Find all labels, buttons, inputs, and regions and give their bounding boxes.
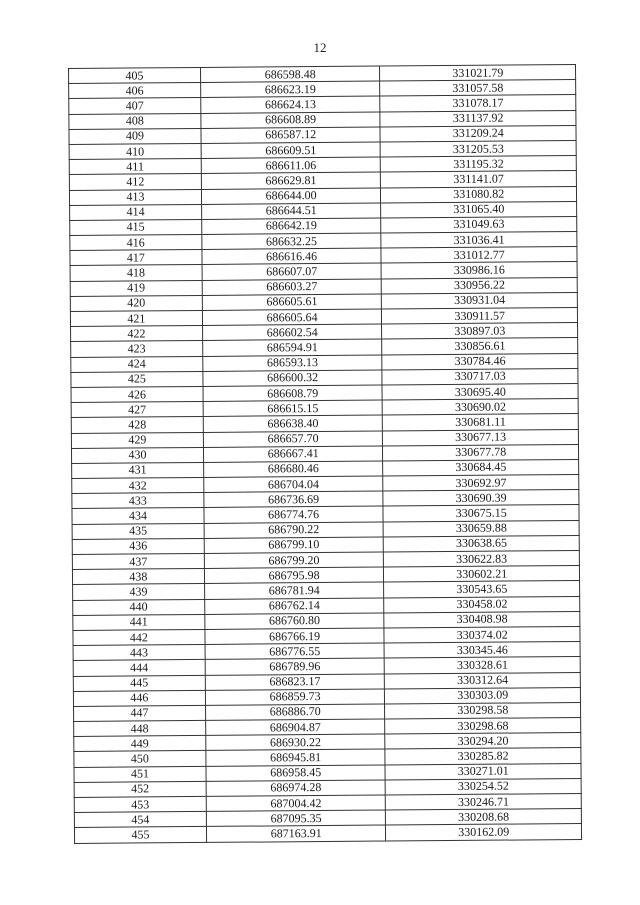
point-number-cell: 418 [70,265,202,281]
x-coordinate-cell: 686600.32 [203,370,383,387]
point-number-cell: 410 [69,143,201,159]
y-coordinate-cell: 330271.01 [385,763,581,780]
point-number-cell: 447 [74,705,206,721]
table-row [74,824,581,843]
x-coordinate-cell: 686607.07 [202,263,382,280]
point-number-cell: 443 [73,645,205,661]
point-number-cell: 407 [69,98,201,114]
x-coordinate-cell: 686736.69 [204,491,384,508]
y-coordinate-cell: 330684.45 [383,459,579,476]
x-coordinate-cell: 686615.15 [203,400,383,417]
y-coordinate-cell: 330208.68 [386,809,582,826]
y-coordinate-cell: 330986.16 [382,262,578,279]
coordinates-table [68,64,582,844]
y-coordinate-cell: 331036.41 [381,232,577,249]
y-coordinate-cell: 331209.24 [380,125,576,142]
point-number-cell: 417 [70,250,202,266]
y-coordinate-cell: 330622.83 [384,550,580,567]
point-number-cell: 440 [73,599,205,615]
x-coordinate-cell: 686629.81 [201,172,381,189]
x-coordinate-cell: 686781.94 [204,582,384,599]
point-number-cell: 438 [72,569,204,585]
x-coordinate-cell: 686609.51 [201,142,381,159]
x-coordinate-cell: 686790.22 [204,522,384,539]
y-coordinate-cell: 331078.17 [380,95,576,112]
y-coordinate-cell: 330162.09 [386,824,582,841]
y-coordinate-cell: 330681.11 [383,414,579,431]
point-number-cell: 422 [71,326,203,342]
y-coordinate-cell: 331195.32 [381,156,577,173]
y-coordinate-cell: 330285.82 [385,748,581,765]
point-number-cell: 427 [71,402,203,418]
x-coordinate-cell: 686605.61 [202,294,382,311]
x-coordinate-cell: 686632.25 [202,233,382,250]
x-coordinate-cell: 686608.79 [203,385,383,402]
y-coordinate-cell: 331021.79 [380,65,576,82]
point-number-cell: 441 [73,614,205,630]
point-number-cell: 408 [69,113,201,129]
y-coordinate-cell: 330931.04 [382,292,578,309]
y-coordinate-cell: 330956.22 [382,277,578,294]
y-coordinate-cell: 331049.63 [381,216,577,233]
x-coordinate-cell: 686776.55 [205,643,385,660]
y-coordinate-cell: 330692.97 [383,475,579,492]
y-coordinate-cell: 331080.82 [381,186,577,203]
point-number-cell: 435 [72,523,204,539]
point-number-cell: 442 [73,629,205,645]
y-coordinate-cell: 330246.71 [386,793,582,810]
x-coordinate-cell: 686594.91 [202,339,382,356]
x-coordinate-cell: 686608.89 [201,112,381,129]
x-coordinate-cell: 686774.76 [204,506,384,523]
y-coordinate-cell: 330298.68 [385,718,581,735]
x-coordinate-cell: 686760.80 [205,613,385,630]
x-coordinate-cell: 686616.46 [202,248,382,265]
point-number-cell: 431 [72,462,204,478]
y-coordinate-cell: 330312.64 [385,672,581,689]
point-number-cell: 448 [74,721,206,737]
x-coordinate-cell: 686859.73 [205,689,385,706]
x-coordinate-cell: 686603.27 [202,279,382,296]
y-coordinate-cell: 330294.20 [385,733,581,750]
point-number-cell: 429 [71,432,203,448]
y-coordinate-cell: 331137.92 [380,110,576,127]
point-number-cell: 436 [72,538,204,554]
point-number-cell: 430 [71,447,203,463]
x-coordinate-cell: 686789.96 [205,658,385,675]
x-coordinate-cell: 686945.81 [206,749,386,766]
y-coordinate-cell: 330677.13 [383,429,579,446]
x-coordinate-cell: 686644.00 [201,188,381,205]
point-number-cell: 412 [69,174,201,190]
x-coordinate-cell: 686823.17 [205,674,385,691]
x-coordinate-cell: 686799.20 [204,552,384,569]
point-number-cell: 449 [74,736,206,752]
point-number-cell: 411 [69,159,201,175]
x-coordinate-cell: 686704.04 [204,476,384,493]
y-coordinate-cell: 330345.46 [384,642,580,659]
x-coordinate-cell: 686638.40 [203,415,383,432]
x-coordinate-cell: 687163.91 [206,825,386,842]
page-number: 12 [313,40,327,55]
x-coordinate-cell: 686593.13 [203,355,383,372]
point-number-cell: 437 [72,553,204,569]
x-coordinate-cell: 686602.54 [202,324,382,341]
x-coordinate-cell: 686799.10 [204,537,384,554]
y-coordinate-cell: 330328.61 [385,657,581,674]
x-coordinate-cell: 686795.98 [204,567,384,584]
point-number-cell: 406 [69,83,201,99]
y-coordinate-cell: 330638.65 [384,535,580,552]
y-coordinate-cell: 331012.77 [381,247,577,264]
x-coordinate-cell: 686657.70 [203,431,383,448]
x-coordinate-cell: 686605.64 [202,309,382,326]
point-number-cell: 414 [70,204,202,220]
x-coordinate-cell: 686611.06 [201,157,381,174]
y-coordinate-cell: 330254.52 [386,778,582,795]
x-coordinate-cell: 687004.42 [206,795,386,812]
x-coordinate-cell: 686904.87 [205,719,385,736]
point-number-cell: 432 [72,478,204,494]
y-coordinate-cell: 330659.88 [384,520,580,537]
y-coordinate-cell: 330458.02 [384,596,580,613]
point-number-cell: 426 [71,386,203,402]
point-number-cell: 451 [74,766,206,782]
point-number-cell: 416 [70,235,202,251]
y-coordinate-cell: 330784.46 [382,353,578,370]
point-number-cell: 452 [74,781,206,797]
x-coordinate-cell: 686667.41 [203,446,383,463]
x-coordinate-cell: 686974.28 [206,780,386,797]
y-coordinate-cell: 330374.02 [384,626,580,643]
point-number-cell: 421 [70,310,202,326]
x-coordinate-cell: 686598.48 [200,66,380,83]
y-coordinate-cell: 330677.78 [383,444,579,461]
y-coordinate-cell: 330690.02 [383,399,579,416]
y-coordinate-cell: 330911.57 [382,308,578,325]
point-number-cell: 423 [71,341,203,357]
y-coordinate-cell: 330856.61 [382,338,578,355]
x-coordinate-cell: 686644.51 [201,203,381,220]
point-number-cell: 415 [70,219,202,235]
point-number-cell: 446 [73,690,205,706]
x-coordinate-cell: 686680.46 [203,461,383,478]
y-coordinate-cell: 331205.53 [381,140,577,157]
x-coordinate-cell: 686642.19 [202,218,382,235]
point-number-cell: 454 [74,812,206,828]
point-number-cell: 405 [69,67,201,83]
point-number-cell: 413 [69,189,201,205]
point-number-cell: 445 [73,675,205,691]
y-coordinate-cell: 330602.21 [384,566,580,583]
coordinates-table-body [69,65,582,844]
y-coordinate-cell: 330543.65 [384,581,580,598]
point-number-cell: 434 [72,508,204,524]
x-coordinate-cell: 686587.12 [201,127,381,144]
y-coordinate-cell: 330897.03 [382,323,578,340]
y-coordinate-cell: 330695.40 [382,383,578,400]
y-coordinate-cell: 330303.09 [385,687,581,704]
y-coordinate-cell: 330690.39 [383,490,579,507]
point-number-cell: 420 [70,295,202,311]
point-number-cell: 453 [74,796,206,812]
point-number-cell: 450 [74,751,206,767]
point-number-cell: 425 [71,371,203,387]
y-coordinate-cell: 330298.58 [385,702,581,719]
x-coordinate-cell: 686930.22 [206,734,386,751]
x-coordinate-cell: 687095.35 [206,810,386,827]
x-coordinate-cell: 686762.14 [204,598,384,615]
point-number-cell: 428 [71,417,203,433]
y-coordinate-cell: 331065.40 [381,201,577,218]
y-coordinate-cell: 330717.03 [382,368,578,385]
x-coordinate-cell: 686624.13 [201,96,381,113]
x-coordinate-cell: 686766.19 [205,628,385,645]
y-coordinate-cell: 330675.15 [383,505,579,522]
x-coordinate-cell: 686958.45 [206,765,386,782]
point-number-cell: 444 [73,660,205,676]
point-number-cell: 419 [70,280,202,296]
point-number-cell: 409 [69,128,201,144]
point-number-cell: 455 [74,827,206,843]
point-number-cell: 439 [73,584,205,600]
x-coordinate-cell: 686623.19 [200,81,380,98]
x-coordinate-cell: 686886.70 [205,704,385,721]
point-number-cell: 424 [71,356,203,372]
y-coordinate-cell: 331057.58 [380,80,576,97]
y-coordinate-cell: 331141.07 [381,171,577,188]
y-coordinate-cell: 330408.98 [384,611,580,628]
point-number-cell: 433 [72,493,204,509]
